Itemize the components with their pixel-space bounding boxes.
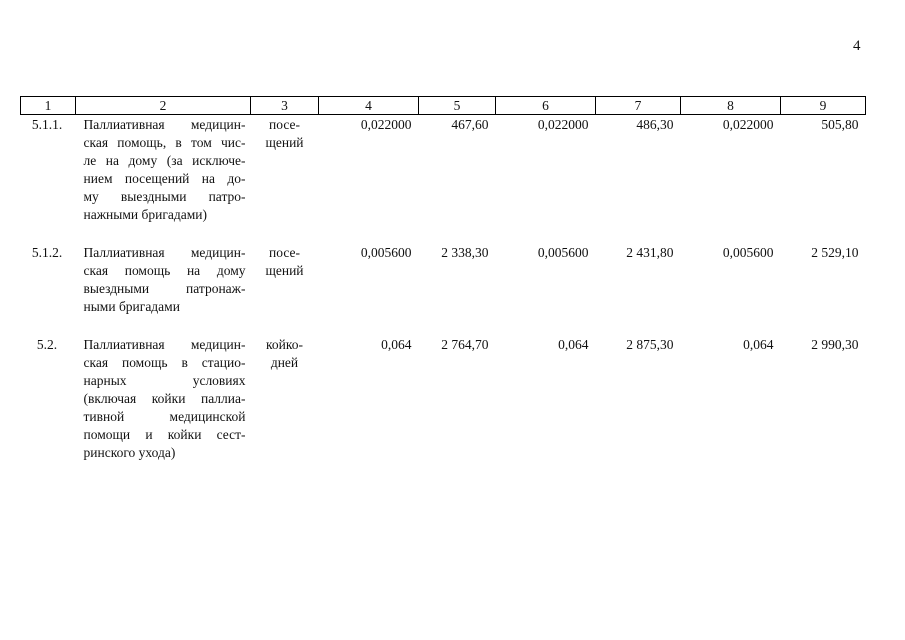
row-value-col7: 2 875,30 (626, 337, 674, 352)
row-name-line: ными бригадами (83, 299, 180, 314)
column-header-2: 2 (76, 97, 251, 115)
row-code: 5.2. (36, 337, 58, 352)
row-name-line: тивной медицинской (83, 409, 246, 424)
table-body (21, 115, 866, 463)
row-value-col7: 486,30 (636, 117, 674, 132)
row-value-col8: 0,064 (743, 337, 774, 352)
row-name-line: ская помощь в стацио- (83, 355, 246, 370)
row-spacer (21, 224, 866, 244)
row-name-line: му выездными патро- (83, 189, 246, 204)
row-value-col6: 0,064 (558, 337, 589, 352)
column-header-4: 4 (319, 97, 419, 115)
row-unit (251, 115, 319, 225)
row-unit-line: посе- (269, 245, 300, 260)
row-name-line: Паллиативная медицин- (83, 117, 246, 132)
table-row (21, 244, 866, 316)
row-unit (251, 244, 319, 316)
row-name (76, 336, 251, 462)
column-header-8: 8 (681, 97, 781, 115)
row-value-col6: 0,005600 (537, 245, 589, 260)
tariff-table (20, 96, 866, 462)
table-row (21, 336, 866, 462)
row-name-line: (включая койки паллиа- (83, 391, 246, 406)
column-header-5: 5 (419, 97, 496, 115)
row-unit-line: щений (265, 135, 304, 150)
row-value-col6: 0,022000 (537, 117, 589, 132)
row-value-col4: 0,022000 (360, 117, 412, 132)
row-name-line: Паллиативная медицин- (83, 245, 246, 260)
row-unit-line: щений (265, 263, 304, 278)
column-header-1: 1 (21, 97, 76, 115)
row-name-line: помощи и койки сест- (83, 427, 246, 442)
column-header-6: 6 (496, 97, 596, 115)
row-name-line: ская помощь на дому (83, 263, 246, 278)
row-name-line: нием посещений на до- (83, 171, 246, 186)
column-header-3: 3 (251, 97, 319, 115)
row-name-line: выездными патронаж- (83, 281, 246, 296)
row-unit-line: дней (270, 355, 299, 370)
column-header-7: 7 (596, 97, 681, 115)
row-value-col5: 2 764,70 (441, 337, 489, 352)
table-row (21, 115, 866, 225)
row-name-line: нажными бригадами) (83, 207, 207, 222)
row-code: 5.1.2. (31, 245, 63, 260)
row-value-col4: 0,064 (381, 337, 412, 352)
row-name-line: ская помощь, в том чис- (83, 135, 246, 150)
row-name-line: нарных условиях (83, 373, 246, 388)
column-header-9: 9 (781, 97, 866, 115)
header-row (21, 97, 866, 115)
row-value-col8: 0,005600 (722, 245, 774, 260)
row-value-col8: 0,022000 (722, 117, 774, 132)
row-code: 5.1.1. (31, 117, 63, 132)
row-value-col5: 467,60 (451, 117, 489, 132)
row-value-col4: 0,005600 (360, 245, 412, 260)
row-name-line: Паллиативная медицин- (83, 337, 246, 352)
table-header (21, 97, 866, 115)
row-unit-line: посе- (269, 117, 300, 132)
row-value-col9: 2 990,30 (811, 337, 859, 352)
row-name (76, 244, 251, 316)
row-value-col9: 2 529,10 (811, 245, 859, 260)
row-spacer (21, 316, 866, 336)
row-value-col7: 2 431,80 (626, 245, 674, 260)
row-unit-line: койко- (266, 337, 303, 352)
row-value-col5: 2 338,30 (441, 245, 489, 260)
row-name (76, 115, 251, 225)
row-name-line: ле на дому (за исключе- (83, 153, 246, 168)
row-value-col9: 505,80 (821, 117, 859, 132)
row-name-line: ринского ухода) (83, 445, 176, 460)
page-number: 4 (853, 38, 861, 54)
row-unit (251, 336, 319, 462)
